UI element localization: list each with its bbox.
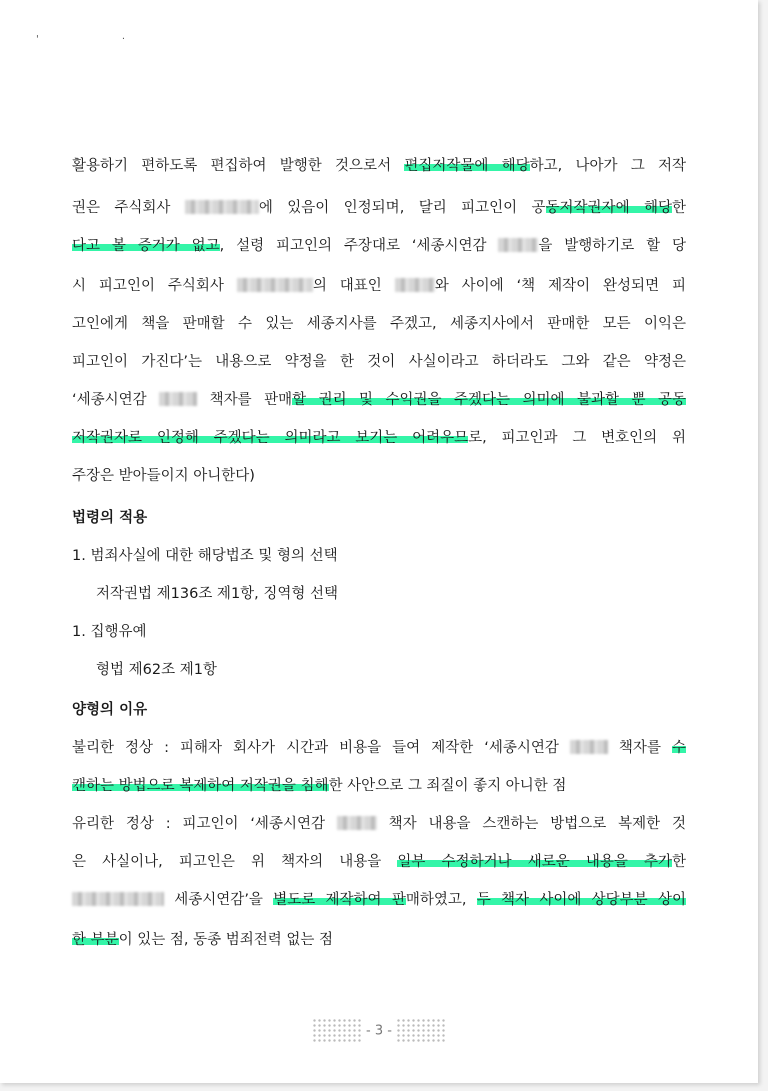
text-run: 은 사실이나, 피고인은 위 책자의 내용을 bbox=[72, 854, 398, 870]
list-item-detail: 형법 제62조 제1항 bbox=[96, 662, 217, 678]
text-run: 주장은 받아들이지 아니한다) bbox=[72, 468, 255, 484]
text-run: 피고인이 가진다’는 내용으로 약정을 한 것이 사실이라고 하더라도 그와 같은 약정은 bbox=[72, 354, 686, 370]
highlighted-text: 한 부분 bbox=[72, 932, 119, 948]
watermark-dots bbox=[312, 1018, 362, 1044]
list-item: 1. 집행유예 bbox=[72, 624, 147, 640]
text-run: 하고, 나아가 그 저작 bbox=[529, 158, 686, 174]
body-line bbox=[72, 428, 686, 448]
text-run: 매하였고, bbox=[405, 892, 477, 908]
highlighted-text: 두 책자 사이에 상당부분 상이 bbox=[476, 892, 686, 908]
redacted-title bbox=[337, 816, 377, 830]
list-item-detail: 저작권법 제136조 제1항, 징역형 선택 bbox=[96, 586, 339, 602]
body-line bbox=[72, 276, 686, 296]
body-line bbox=[72, 466, 255, 486]
text-run: 세종시연감’을 bbox=[164, 892, 274, 908]
page-number: - 3 - bbox=[366, 1023, 392, 1039]
body-line bbox=[72, 390, 686, 410]
redacted-company-name bbox=[185, 200, 259, 214]
highlighted-text: 다고 볼 증거가 없고 bbox=[72, 238, 220, 254]
body-line bbox=[72, 814, 686, 834]
redacted-title bbox=[72, 892, 164, 906]
text-run: ‘세종시연감 bbox=[72, 392, 160, 408]
text-run: 한 bbox=[672, 854, 687, 870]
body-line bbox=[72, 236, 686, 256]
redacted-company-name bbox=[237, 278, 313, 292]
highlighted-text: 할 권리 및 수익권을 주겠다는 의미에 불과할 뿐 공동 bbox=[292, 392, 686, 408]
text-run: 이 있는 점, 동종 범죄전력 없는 점 bbox=[118, 932, 333, 948]
text-run: 책자를 판매 bbox=[197, 392, 293, 408]
section-heading: 양형의 이유 bbox=[72, 702, 148, 718]
text-run: 권은 주식회사 bbox=[72, 200, 185, 216]
body-line bbox=[72, 352, 686, 372]
body-line bbox=[72, 776, 566, 796]
redacted-title bbox=[159, 392, 197, 406]
highlighted-text: 캔하는 방법으로 복제하여 저작권을 침해 bbox=[72, 778, 329, 794]
text-run: 한 bbox=[671, 200, 686, 216]
list-item: 1. 범죄사실에 대한 해당법조 및 형의 선택 bbox=[72, 548, 338, 564]
scan-specks: ' · bbox=[36, 34, 166, 45]
text-run: 한 사안으로 그 죄질이 좋지 아니한 점 bbox=[328, 778, 567, 794]
redacted-person-name bbox=[395, 278, 435, 292]
text-run: 책자를 bbox=[607, 740, 672, 756]
text-run: 에 있음이 인정되며, 달리 피고인이 공 bbox=[258, 200, 546, 216]
highlighted-text: 수 bbox=[671, 740, 686, 756]
section-heading: 법령의 적용 bbox=[72, 510, 148, 526]
text-run: 와 사이에 ‘책 제작이 완성되면 피 bbox=[434, 278, 687, 294]
text-run: 고인에게 책을 판매할 수 있는 세종지사를 주겠고, 세종지사에서 판매한 모든 이익은 bbox=[72, 316, 686, 332]
body-line bbox=[72, 156, 686, 176]
highlighted-text: 동저작권자에 해당 bbox=[545, 200, 672, 216]
text-run: 유리한 정상 : 피고인이 ‘세종시연감 bbox=[72, 816, 337, 832]
text-run: 을 발행하기로 할 당 bbox=[538, 238, 687, 254]
text-run: 시 피고인이 주식회사 bbox=[72, 278, 237, 294]
highlighted-text: 별도로 제작하여 판 bbox=[273, 892, 406, 908]
watermark-dots bbox=[396, 1018, 446, 1044]
body-line bbox=[72, 738, 686, 758]
highlighted-text: 편집저작물에 해당 bbox=[404, 158, 530, 174]
page-footer bbox=[0, 1018, 758, 1044]
highlighted-text: 일부 수정하거나 새로운 내용을 추가 bbox=[397, 854, 672, 870]
text-run: 책자 내용을 스캔하는 방법으로 복제한 것 bbox=[376, 816, 686, 832]
body-line bbox=[72, 852, 686, 872]
text-run: , 설령 피고인의 주장대로 ‘세종시연감 bbox=[219, 238, 499, 254]
body-line bbox=[72, 314, 686, 334]
text-run: 의 대표인 bbox=[312, 278, 395, 294]
redacted-title bbox=[498, 238, 538, 252]
highlighted-text: 저작권자로 인정해 주겠다는 의미라고 보기는 어려우므 bbox=[72, 430, 469, 446]
body-line bbox=[72, 930, 333, 950]
text-run: 활용하기 편하도록 편집하여 발행한 것으로서 bbox=[72, 158, 405, 174]
body-line bbox=[72, 890, 686, 910]
body-line bbox=[72, 198, 686, 218]
redacted-title bbox=[570, 740, 608, 754]
text-run: 로, 피고인과 그 변호인의 위 bbox=[468, 430, 686, 446]
text-run: 불리한 정상 : 피해자 회사가 시간과 비용을 들여 제작한 ‘세종시연감 bbox=[72, 740, 570, 756]
